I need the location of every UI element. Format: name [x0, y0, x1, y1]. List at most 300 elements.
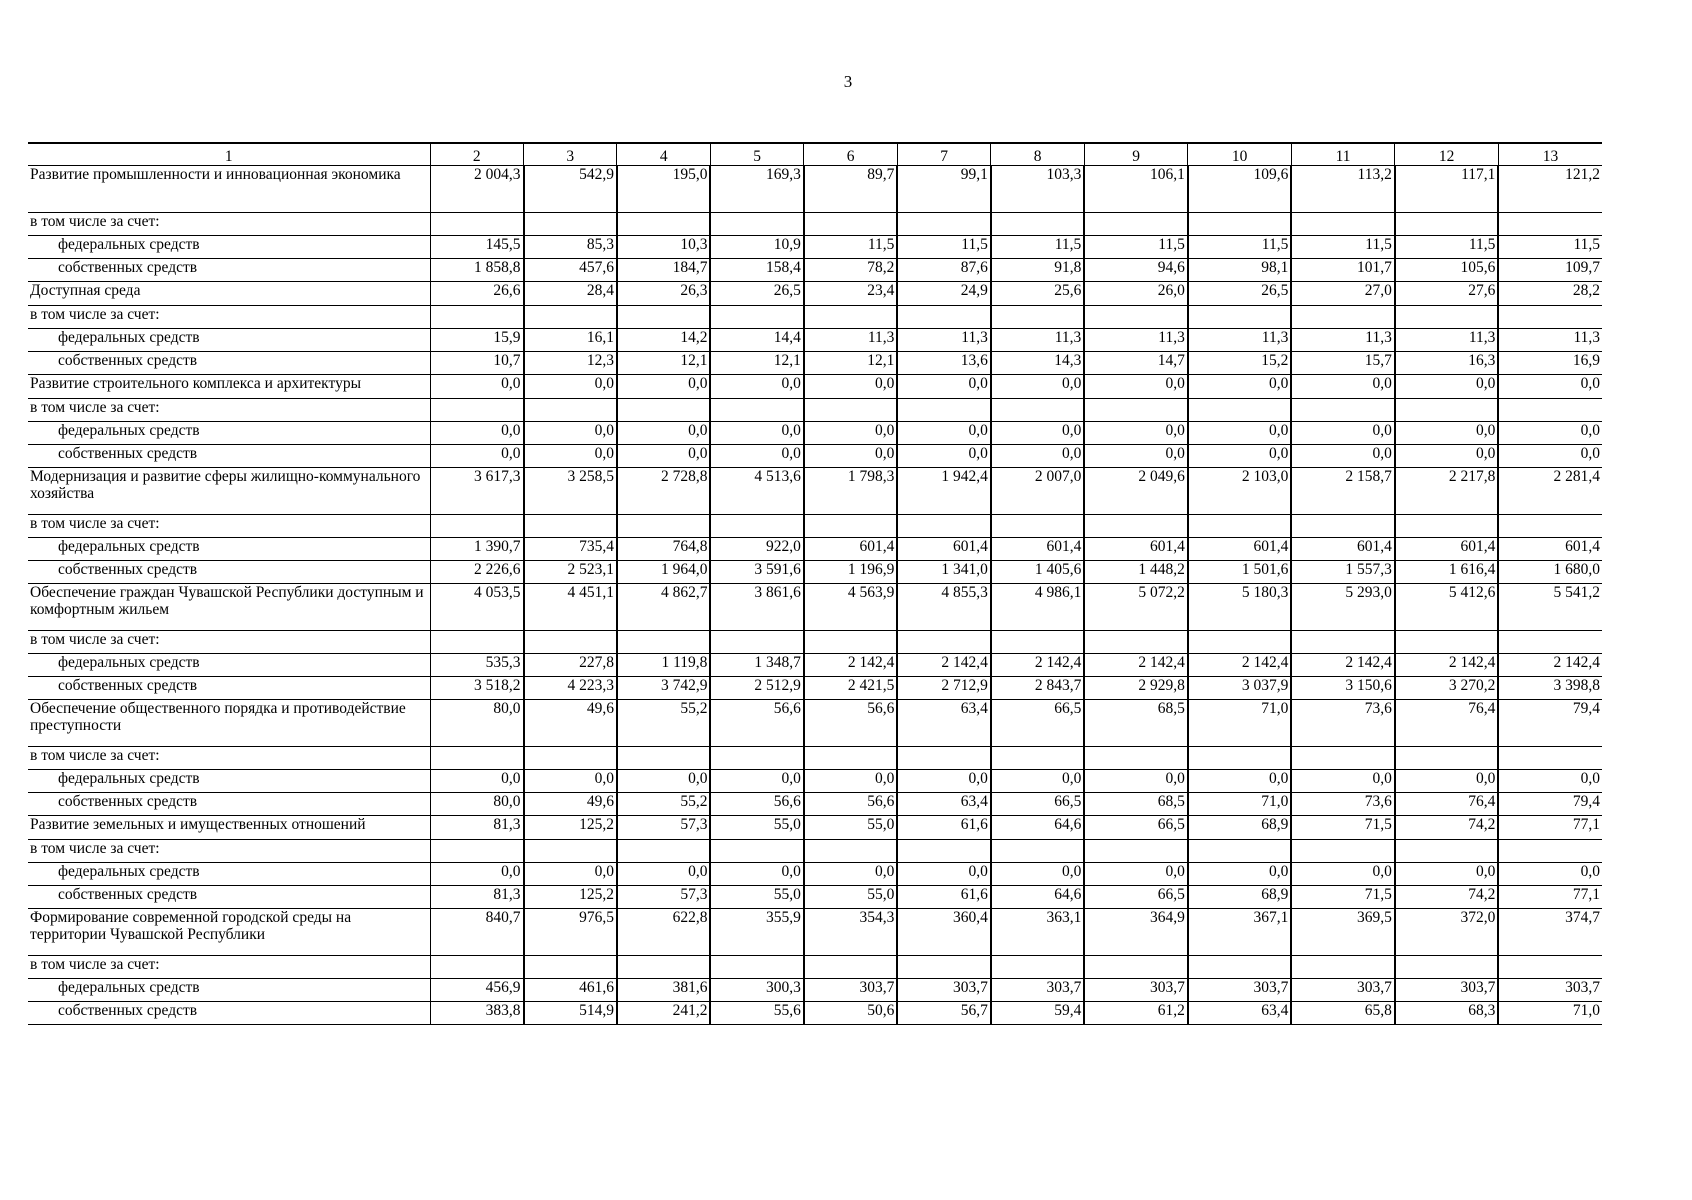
value-cell: 1 341,0 [897, 561, 990, 584]
value-cell: 0,0 [991, 422, 1084, 445]
value-cell [1395, 956, 1499, 979]
value-cell: 11,5 [1084, 236, 1188, 259]
value-cell: 109,6 [1188, 166, 1292, 213]
column-number-row [28, 143, 1602, 166]
value-cell: 2 281,4 [1498, 468, 1602, 515]
value-cell: 1 390,7 [430, 538, 523, 561]
value-cell [897, 213, 990, 236]
value-cell [804, 213, 897, 236]
value-cell [1084, 306, 1188, 329]
value-cell: 227,8 [524, 654, 617, 677]
value-cell [1188, 213, 1292, 236]
value-cell: 14,4 [710, 329, 803, 352]
value-cell: 89,7 [804, 166, 897, 213]
value-cell: 91,8 [991, 259, 1084, 282]
value-cell: 121,2 [1498, 166, 1602, 213]
column-number-header: 2 [430, 143, 523, 166]
value-cell [1498, 213, 1602, 236]
subheading-row [28, 747, 1602, 770]
value-cell [991, 747, 1084, 770]
value-cell [710, 631, 803, 654]
row-label: федеральных средств [28, 979, 430, 1002]
value-cell: 0,0 [617, 863, 710, 886]
value-cell [897, 956, 990, 979]
program-row [28, 816, 1602, 840]
funding-source-row [28, 677, 1602, 700]
value-cell: 360,4 [897, 909, 990, 956]
value-cell: 300,3 [710, 979, 803, 1002]
value-cell: 63,4 [1188, 1002, 1292, 1025]
value-cell: 11,3 [1498, 329, 1602, 352]
value-cell [991, 956, 1084, 979]
row-label: собственных средств [28, 352, 430, 375]
value-cell: 55,6 [710, 1002, 803, 1025]
value-cell: 1 680,0 [1498, 561, 1602, 584]
program-name: Обеспечение граждан Чувашской Республики доступным и комфортным жильем [28, 584, 430, 631]
value-cell: 99,1 [897, 166, 990, 213]
value-cell: 0,0 [430, 445, 523, 468]
value-cell: 2 929,8 [1084, 677, 1188, 700]
value-cell: 2 421,5 [804, 677, 897, 700]
value-cell: 2 142,4 [1395, 654, 1499, 677]
value-cell: 71,5 [1291, 886, 1395, 909]
value-cell [1188, 956, 1292, 979]
funding-source-row [28, 329, 1602, 352]
value-cell [1291, 956, 1395, 979]
value-cell: 15,9 [430, 329, 523, 352]
value-cell: 76,4 [1395, 793, 1499, 816]
row-label: в том числе за счет: [28, 956, 430, 979]
value-cell [991, 840, 1084, 863]
value-cell: 0,0 [524, 375, 617, 399]
value-cell: 2 217,8 [1395, 468, 1499, 515]
row-label: федеральных средств [28, 538, 430, 561]
value-cell: 13,6 [897, 352, 990, 375]
value-cell: 3 742,9 [617, 677, 710, 700]
value-cell: 622,8 [617, 909, 710, 956]
value-cell [1188, 747, 1292, 770]
value-cell [1188, 840, 1292, 863]
program-name: Обеспечение общественного порядка и противодействие преступности [28, 700, 430, 747]
value-cell: 71,0 [1188, 793, 1292, 816]
value-cell: 11,3 [1395, 329, 1499, 352]
value-cell: 1 557,3 [1291, 561, 1395, 584]
value-cell: 79,4 [1498, 700, 1602, 747]
value-cell: 0,0 [430, 375, 523, 399]
value-cell: 5 180,3 [1188, 584, 1292, 631]
value-cell: 0,0 [1395, 375, 1499, 399]
value-cell: 303,7 [1188, 979, 1292, 1002]
value-cell [1291, 747, 1395, 770]
value-cell: 0,0 [1291, 863, 1395, 886]
value-cell [1084, 631, 1188, 654]
value-cell: 3 258,5 [524, 468, 617, 515]
value-cell: 26,3 [617, 282, 710, 306]
value-cell [897, 631, 990, 654]
column-number-header: 1 [28, 143, 430, 166]
value-cell: 2 142,4 [1188, 654, 1292, 677]
value-cell: 3 270,2 [1395, 677, 1499, 700]
value-cell: 355,9 [710, 909, 803, 956]
value-cell [430, 213, 523, 236]
value-cell: 0,0 [1395, 445, 1499, 468]
value-cell: 0,0 [617, 445, 710, 468]
value-cell [1188, 515, 1292, 538]
value-cell: 0,0 [804, 375, 897, 399]
value-cell: 601,4 [1084, 538, 1188, 561]
value-cell: 2 004,3 [430, 166, 523, 213]
table-body [28, 166, 1602, 1025]
value-cell [524, 213, 617, 236]
program-name: Развитие земельных и имущественных отношений [28, 816, 430, 840]
program-name: Развитие промышленности и инновационная экономика [28, 166, 430, 213]
value-cell: 0,0 [1395, 770, 1499, 793]
value-cell: 50,6 [804, 1002, 897, 1025]
value-cell [617, 213, 710, 236]
value-cell: 1 964,0 [617, 561, 710, 584]
program-row [28, 584, 1602, 631]
value-cell: 735,4 [524, 538, 617, 561]
value-cell: 80,0 [430, 700, 523, 747]
value-cell: 3 037,9 [1188, 677, 1292, 700]
funding-source-row [28, 561, 1602, 584]
value-cell [1291, 306, 1395, 329]
value-cell: 2 142,4 [1498, 654, 1602, 677]
value-cell: 354,3 [804, 909, 897, 956]
column-number-header: 6 [804, 143, 897, 166]
value-cell: 27,6 [1395, 282, 1499, 306]
value-cell: 66,5 [991, 793, 1084, 816]
value-cell [1084, 840, 1188, 863]
value-cell: 0,0 [1498, 863, 1602, 886]
value-cell: 0,0 [1188, 770, 1292, 793]
value-cell: 169,3 [710, 166, 803, 213]
value-cell: 64,6 [991, 886, 1084, 909]
value-cell: 461,6 [524, 979, 617, 1002]
value-cell: 56,6 [710, 793, 803, 816]
value-cell: 0,0 [1291, 422, 1395, 445]
row-label: собственных средств [28, 677, 430, 700]
value-cell: 1 119,8 [617, 654, 710, 677]
value-cell: 764,8 [617, 538, 710, 561]
value-cell: 55,0 [710, 886, 803, 909]
row-label: федеральных средств [28, 422, 430, 445]
program-name: Формирование современной городской среды на территории Чувашской Республики [28, 909, 430, 956]
value-cell: 2 049,6 [1084, 468, 1188, 515]
value-cell: 125,2 [524, 816, 617, 840]
value-cell: 0,0 [617, 422, 710, 445]
value-cell: 64,6 [991, 816, 1084, 840]
value-cell: 1 798,3 [804, 468, 897, 515]
value-cell [1291, 399, 1395, 422]
value-cell: 0,0 [1291, 770, 1395, 793]
value-cell: 0,0 [710, 445, 803, 468]
value-cell: 11,5 [991, 236, 1084, 259]
value-cell: 11,5 [897, 236, 990, 259]
value-cell: 65,8 [1291, 1002, 1395, 1025]
value-cell: 1 858,8 [430, 259, 523, 282]
value-cell [804, 399, 897, 422]
value-cell: 94,6 [1084, 259, 1188, 282]
value-cell [1291, 840, 1395, 863]
value-cell: 105,6 [1395, 259, 1499, 282]
value-cell: 0,0 [1395, 422, 1499, 445]
value-cell: 0,0 [1188, 445, 1292, 468]
value-cell: 3 150,6 [1291, 677, 1395, 700]
subheading-row [28, 840, 1602, 863]
value-cell [617, 631, 710, 654]
value-cell [617, 399, 710, 422]
value-cell: 0,0 [1084, 445, 1188, 468]
column-number-header: 7 [897, 143, 990, 166]
value-cell [1395, 747, 1499, 770]
funding-source-row [28, 538, 1602, 561]
value-cell: 12,1 [617, 352, 710, 375]
value-cell: 0,0 [430, 770, 523, 793]
value-cell [1395, 631, 1499, 654]
value-cell [430, 747, 523, 770]
program-row [28, 700, 1602, 747]
value-cell [1498, 840, 1602, 863]
value-cell: 81,3 [430, 816, 523, 840]
value-cell: 4 223,3 [524, 677, 617, 700]
value-cell: 542,9 [524, 166, 617, 213]
value-cell: 0,0 [1291, 445, 1395, 468]
value-cell: 4 862,7 [617, 584, 710, 631]
value-cell: 303,7 [897, 979, 990, 1002]
value-cell [710, 747, 803, 770]
value-cell [524, 956, 617, 979]
program-row [28, 375, 1602, 399]
value-cell: 71,0 [1188, 700, 1292, 747]
value-cell [1498, 306, 1602, 329]
funding-source-row [28, 422, 1602, 445]
funding-source-row [28, 654, 1602, 677]
value-cell: 0,0 [804, 863, 897, 886]
value-cell: 0,0 [897, 770, 990, 793]
budget-table [28, 142, 1602, 1025]
value-cell: 0,0 [1498, 445, 1602, 468]
value-cell: 14,2 [617, 329, 710, 352]
subheading-row [28, 515, 1602, 538]
program-row [28, 909, 1602, 956]
value-cell: 0,0 [1084, 422, 1188, 445]
value-cell: 56,6 [804, 793, 897, 816]
value-cell [1498, 956, 1602, 979]
value-cell: 601,4 [804, 538, 897, 561]
value-cell: 77,1 [1498, 886, 1602, 909]
row-label: в том числе за счет: [28, 631, 430, 654]
column-number-header: 12 [1395, 143, 1499, 166]
value-cell: 2 728,8 [617, 468, 710, 515]
value-cell: 66,5 [1084, 886, 1188, 909]
value-cell: 840,7 [430, 909, 523, 956]
value-cell: 0,0 [804, 770, 897, 793]
funding-source-row [28, 352, 1602, 375]
value-cell: 601,4 [991, 538, 1084, 561]
value-cell [524, 840, 617, 863]
value-cell: 0,0 [430, 863, 523, 886]
value-cell: 1 405,6 [991, 561, 1084, 584]
value-cell: 11,3 [897, 329, 990, 352]
value-cell: 10,9 [710, 236, 803, 259]
value-cell [991, 515, 1084, 538]
value-cell [1084, 399, 1188, 422]
value-cell: 0,0 [710, 863, 803, 886]
value-cell: 303,7 [1291, 979, 1395, 1002]
value-cell: 87,6 [897, 259, 990, 282]
value-cell: 0,0 [1084, 375, 1188, 399]
value-cell: 374,7 [1498, 909, 1602, 956]
value-cell [991, 631, 1084, 654]
value-cell: 113,2 [1291, 166, 1395, 213]
value-cell [430, 840, 523, 863]
program-name: Модернизация и развитие сферы жилищно-коммунального хозяйства [28, 468, 430, 515]
value-cell: 4 053,5 [430, 584, 523, 631]
value-cell: 601,4 [1291, 538, 1395, 561]
row-label: федеральных средств [28, 863, 430, 886]
value-cell [897, 840, 990, 863]
value-cell: 11,5 [1395, 236, 1499, 259]
value-cell [524, 399, 617, 422]
value-cell [617, 306, 710, 329]
value-cell: 922,0 [710, 538, 803, 561]
value-cell: 26,5 [1188, 282, 1292, 306]
value-cell: 16,9 [1498, 352, 1602, 375]
value-cell: 26,5 [710, 282, 803, 306]
value-cell: 195,0 [617, 166, 710, 213]
row-label: в том числе за счет: [28, 306, 430, 329]
program-name: Развитие строительного комплекса и архитектуры [28, 375, 430, 399]
value-cell: 0,0 [1498, 422, 1602, 445]
value-cell: 11,3 [1291, 329, 1395, 352]
page-number: 3 [843, 72, 853, 91]
value-cell: 11,5 [804, 236, 897, 259]
value-cell [1498, 747, 1602, 770]
value-cell: 0,0 [1188, 375, 1292, 399]
value-cell [1291, 213, 1395, 236]
value-cell [1498, 515, 1602, 538]
value-cell [710, 515, 803, 538]
value-cell: 2 712,9 [897, 677, 990, 700]
value-cell: 15,7 [1291, 352, 1395, 375]
funding-source-row [28, 236, 1602, 259]
value-cell: 2 512,9 [710, 677, 803, 700]
value-cell: 15,2 [1188, 352, 1292, 375]
value-cell: 1 448,2 [1084, 561, 1188, 584]
value-cell: 63,4 [897, 700, 990, 747]
row-label: собственных средств [28, 561, 430, 584]
value-cell: 11,3 [1084, 329, 1188, 352]
value-cell [991, 306, 1084, 329]
value-cell: 601,4 [897, 538, 990, 561]
value-cell: 3 861,6 [710, 584, 803, 631]
value-cell: 0,0 [710, 422, 803, 445]
value-cell: 49,6 [524, 700, 617, 747]
value-cell [524, 306, 617, 329]
value-cell [804, 956, 897, 979]
value-cell [617, 956, 710, 979]
value-cell: 4 986,1 [991, 584, 1084, 631]
row-label: собственных средств [28, 259, 430, 282]
value-cell: 68,3 [1395, 1002, 1499, 1025]
funding-source-row [28, 1002, 1602, 1025]
value-cell: 66,5 [991, 700, 1084, 747]
value-cell [430, 956, 523, 979]
value-cell: 25,6 [991, 282, 1084, 306]
value-cell: 1 196,9 [804, 561, 897, 584]
value-cell: 14,7 [1084, 352, 1188, 375]
value-cell: 27,0 [1291, 282, 1395, 306]
value-cell: 61,6 [897, 816, 990, 840]
value-cell: 2 142,4 [804, 654, 897, 677]
row-label: собственных средств [28, 793, 430, 816]
value-cell: 0,0 [897, 445, 990, 468]
value-cell: 101,7 [1291, 259, 1395, 282]
value-cell: 76,4 [1395, 700, 1499, 747]
value-cell [804, 840, 897, 863]
value-cell: 11,5 [1188, 236, 1292, 259]
value-cell: 10,3 [617, 236, 710, 259]
row-label: федеральных средств [28, 329, 430, 352]
value-cell: 16,1 [524, 329, 617, 352]
value-cell [617, 515, 710, 538]
value-cell: 74,2 [1395, 816, 1499, 840]
value-cell [1084, 213, 1188, 236]
value-cell [991, 399, 1084, 422]
value-cell: 1 348,7 [710, 654, 803, 677]
value-cell: 14,3 [991, 352, 1084, 375]
value-cell: 55,2 [617, 700, 710, 747]
row-label: федеральных средств [28, 654, 430, 677]
column-number-header: 8 [991, 143, 1084, 166]
value-cell: 0,0 [804, 445, 897, 468]
value-cell: 56,6 [710, 700, 803, 747]
value-cell: 109,7 [1498, 259, 1602, 282]
value-cell [1188, 399, 1292, 422]
value-cell: 0,0 [1291, 375, 1395, 399]
value-cell: 55,0 [804, 816, 897, 840]
value-cell: 2 142,4 [1084, 654, 1188, 677]
value-cell: 57,3 [617, 886, 710, 909]
value-cell: 0,0 [991, 375, 1084, 399]
value-cell [1084, 747, 1188, 770]
value-cell [1395, 399, 1499, 422]
value-cell [804, 631, 897, 654]
value-cell: 68,5 [1084, 793, 1188, 816]
value-cell: 55,0 [710, 816, 803, 840]
value-cell: 74,2 [1395, 886, 1499, 909]
funding-source-row [28, 259, 1602, 282]
value-cell: 369,5 [1291, 909, 1395, 956]
value-cell: 0,0 [804, 422, 897, 445]
value-cell: 2 226,6 [430, 561, 523, 584]
value-cell: 61,2 [1084, 1002, 1188, 1025]
row-label: собственных средств [28, 886, 430, 909]
value-cell: 2 843,7 [991, 677, 1084, 700]
value-cell [524, 747, 617, 770]
value-cell: 601,4 [1188, 538, 1292, 561]
value-cell: 78,2 [804, 259, 897, 282]
value-cell: 68,9 [1188, 816, 1292, 840]
value-cell: 56,6 [804, 700, 897, 747]
funding-source-row [28, 863, 1602, 886]
value-cell: 125,2 [524, 886, 617, 909]
value-cell [1395, 515, 1499, 538]
value-cell [524, 631, 617, 654]
value-cell [710, 840, 803, 863]
value-cell: 81,3 [430, 886, 523, 909]
